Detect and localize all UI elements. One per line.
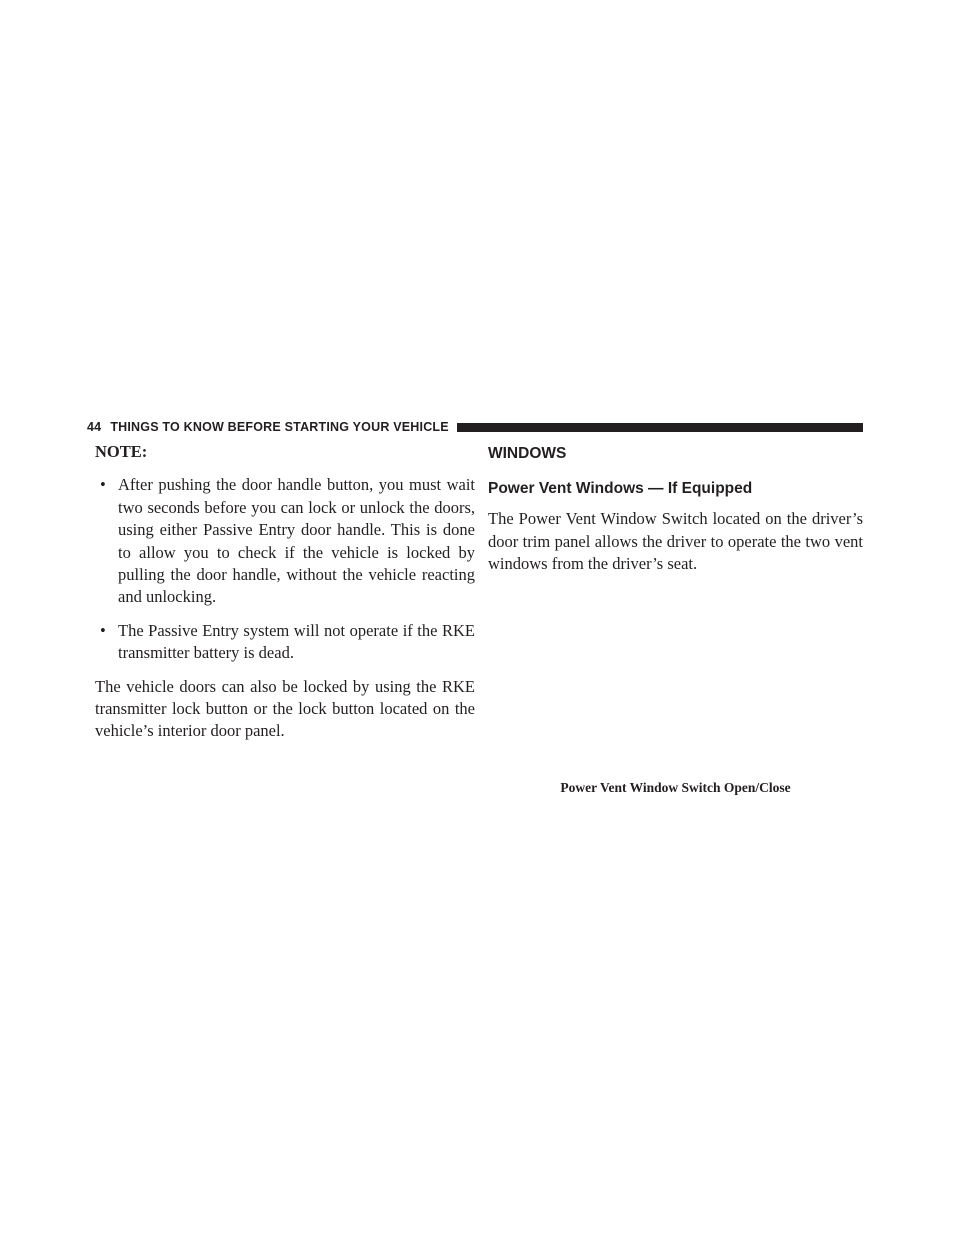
figure-image-area [488,560,863,748]
body-paragraph: The Power Vent Window Switch located on the driver’s door trim panel allows the driver to operate the two vent windows from the driver’s seat. [488,509,863,574]
note-bullet-item [95,620,475,665]
note-label: NOTE: [95,442,148,461]
bullet-icon: • [100,475,106,495]
note-bullet-list [95,474,475,664]
left-column [95,441,475,743]
body-paragraph: The vehicle doors can also be locked by using the RKE transmitter lock button or the lock button located on the vehicle’s interior door panel. [95,676,475,741]
figure-caption: Power Vent Window Switch Open/Close [560,780,791,795]
section-title: THINGS TO KNOW BEFORE STARTING YOUR VEHICLE [110,420,449,434]
page-header [87,417,863,437]
note-bullet-item [95,474,475,608]
bullet-icon: • [100,620,106,640]
right-column [488,441,863,576]
note-bullet-text: The Passive Entry system will not operate if the RKE transmitter battery is dead. [118,620,475,663]
note-bullet-text: After pushing the door handle button, you must wait two seconds before you can lock or unlock the doors, using either Passive Entry door handle. This is done to allow you to check if the vehicle is locked by pulling the door handle, without the vehicle reacting and unlocking. [118,475,475,607]
subsection-heading: Power Vent Windows — If Equipped [488,480,753,497]
page-number: 44 [87,420,102,434]
section-heading: WINDOWS [488,445,567,462]
header-rule [457,423,863,432]
